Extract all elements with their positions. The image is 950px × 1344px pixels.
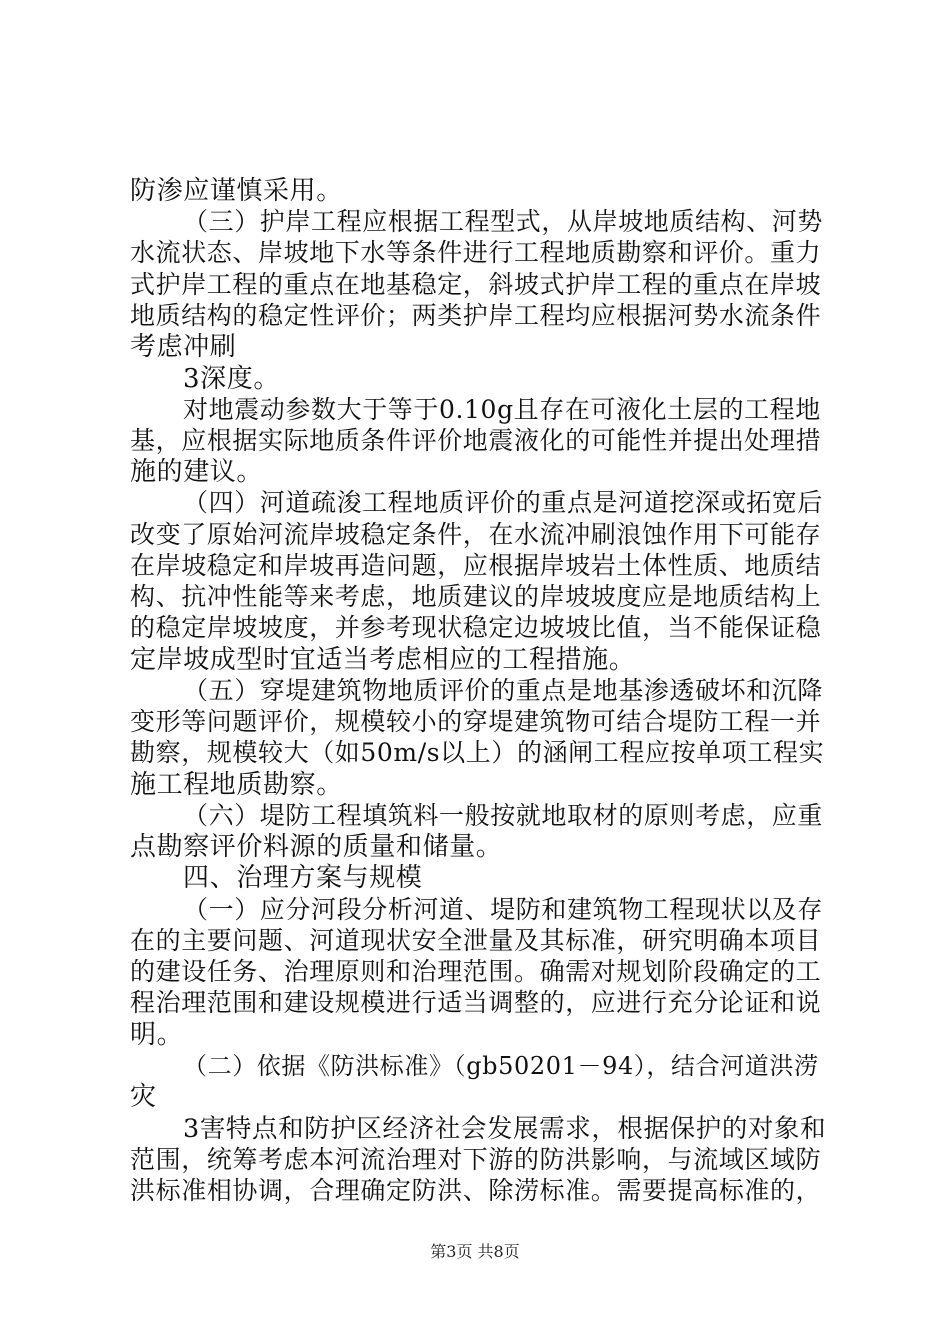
text-line: 在岸坡稳定和岸坡再造问题，应根据岸坡岩土体性质、地质结 xyxy=(130,551,822,580)
text-line: 式护岸工程的重点在地基稳定，斜坡式护岸工程的重点在岸坡 xyxy=(130,270,822,299)
text-line: 防渗应谨慎采用。 xyxy=(130,176,343,206)
text-line: 洪标准相协调，合理确定防洪、除涝标准。需要提高标准的， xyxy=(130,1176,822,1205)
text-line: 3害特点和防护区经济社会发展需求，根据保护的对象和 xyxy=(183,1114,827,1144)
text-line: 地质结构的稳定性评价；两类护岸工程均应根据河势水流条件 xyxy=(130,301,822,330)
text-line: 的稳定岸坡坡度，并参考现状稳定边坡坡比值，当不能保证稳 xyxy=(130,613,822,642)
text-line: 变形等问题评价，规模较小的穿堤建筑物可结合堤防工程一并 xyxy=(130,707,822,736)
page-footer: 第3页 共8页 xyxy=(430,1242,520,1261)
text-line: 构、抗冲性能等来考虑，地质建议的岸坡坡度应是地质结构上 xyxy=(130,582,822,611)
section-heading: 四、治理方案与规模 xyxy=(183,863,423,893)
text-line: 明。 xyxy=(130,1020,184,1050)
text-line: 水流状态、岸坡地下水等条件进行工程地质勘察和评价。重力 xyxy=(130,238,822,267)
text-line: 的建设任务、治理原则和治理范围。确需对规划阶段确定的工 xyxy=(130,957,822,986)
text-line: （五）穿堤建筑物地质评价的重点是地基渗透破坏和沉降 xyxy=(183,676,824,705)
text-line: 范围，统筹考虑本河流治理对下游的防洪影响，与流域区域防 xyxy=(130,1145,822,1174)
text-line: （三）护岸工程应根据工程型式，从岸坡地质结构、河势 xyxy=(183,207,824,236)
text-line: （二）依据《防洪标准》（gb50201－94），结合河道洪涝 xyxy=(183,1052,819,1080)
text-line: （一）应分河段分析河道、堤防和建筑物工程现状以及存 xyxy=(183,895,824,924)
text-line: （四）河道疏浚工程地质评价的重点是河道挖深或拓宽后 xyxy=(183,488,824,517)
text-line: 3深度。 xyxy=(183,364,280,394)
text-line: 施的建议。 xyxy=(130,457,264,487)
text-line: 对地震动参数大于等于0.10g且存在可液化土层的工程地 xyxy=(183,395,821,424)
text-line: （六）堤防工程填筑料一般按就地取材的原则考虑，应重 xyxy=(183,801,824,830)
text-line: 施工程地质勘察。 xyxy=(130,770,343,800)
text-line: 在的主要问题、河道现状安全泄量及其标准，研究明确本项目 xyxy=(130,926,822,955)
text-line: 考虑冲刷 xyxy=(130,332,237,362)
text-line: 灾 xyxy=(130,1082,157,1112)
text-line: 勘察，规模较大（如50m/s以上）的涵闸工程应按单项工程实 xyxy=(130,738,825,767)
text-line: 定岸坡成型时宜适当考虑相应的工程措施。 xyxy=(130,645,636,675)
text-line: 程治理范围和建设规模进行适当调整的，应进行充分论证和说 xyxy=(130,988,822,1017)
text-line: 基，应根据实际地质条件评价地震液化的可能性并提出处理措 xyxy=(130,426,822,455)
text-line: 点勘察评价料源的质量和储量。 xyxy=(130,832,503,862)
text-line: 改变了原始河流岸坡稳定条件，在水流冲刷浪蚀作用下可能存 xyxy=(130,520,822,549)
